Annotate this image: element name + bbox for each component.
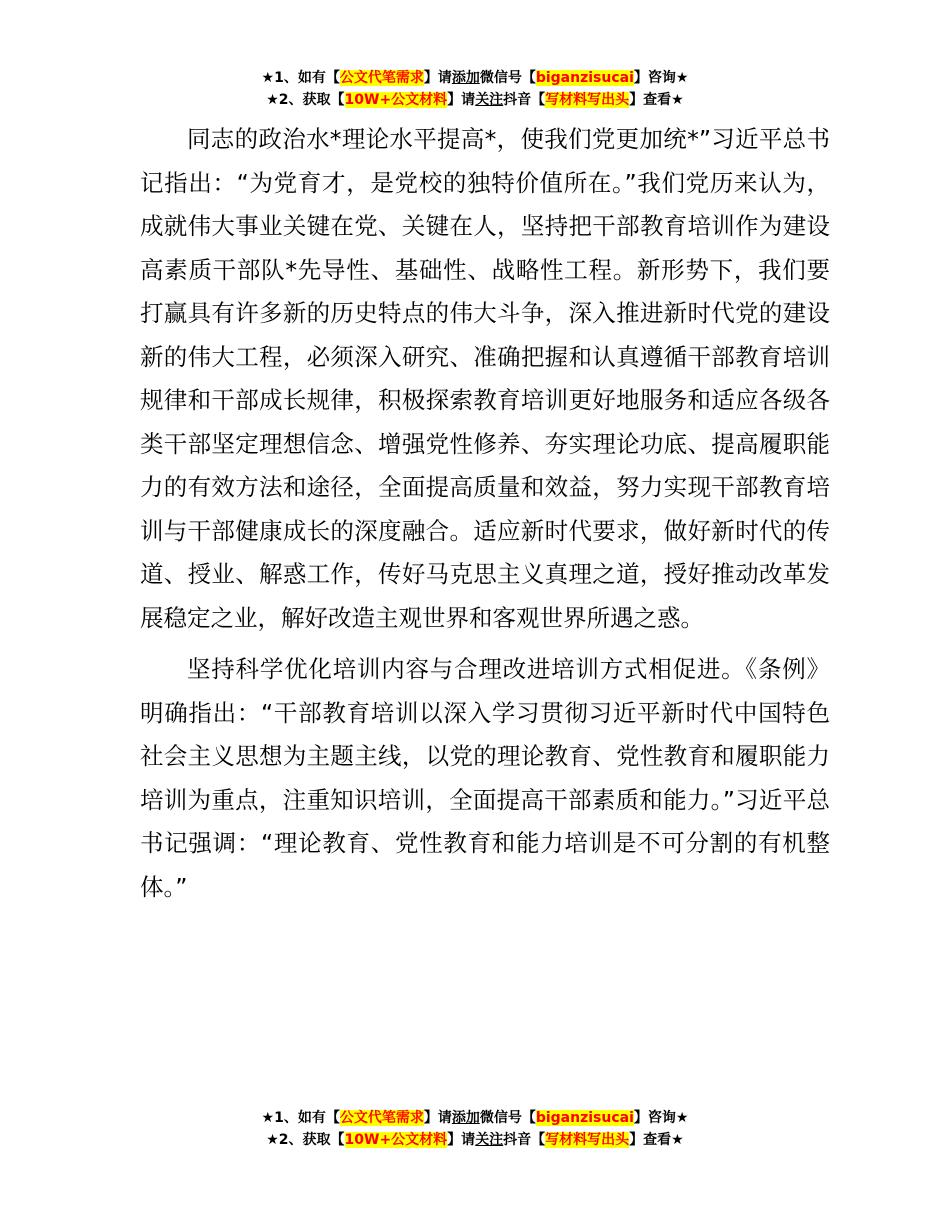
footer-banner (0, 1107, 950, 1151)
banner-text: 】请 (423, 1110, 452, 1126)
banner-highlight: 写材料写出头 (545, 1132, 630, 1148)
banner-highlight: 写材料写出头 (545, 92, 630, 108)
banner-emphasis: 关注 (475, 92, 504, 108)
banner-line-1 (0, 1107, 950, 1129)
banner-highlight: biganzisucai (535, 1110, 634, 1126)
header-banner (0, 67, 950, 111)
banner-text: 】查看★ (629, 1132, 684, 1148)
banner-text: ★2、获取【 (266, 92, 345, 108)
banner-emphasis: 添加 (451, 70, 480, 86)
banner-text: 】查看★ (629, 92, 684, 108)
banner-highlight: 公文代笔需求 (339, 70, 424, 86)
body-paragraph: 坚持科学优化培训内容与合理改进培训方式相促进。《条例》明确指出：“干部教育培训以深入学习贯彻习近平新时代中国特色社会主义思想为主题主线，以党的理论教育、党性教育和履职能力培训为重点，注重知识培训，全面提高干部素质和能力。”习近平总书记强调：“理论教育、党性教育和能力培训是不可分割的有机整体。” (140, 655, 830, 901)
banner-text: 】咨询★ (633, 1110, 689, 1126)
banner-text: 抖音【 (503, 92, 546, 108)
banner-text: 抖音【 (503, 1132, 546, 1148)
banner-highlight: 10W+公文材料 (344, 92, 448, 108)
banner-text: 】请 (447, 92, 476, 108)
body-paragraph: 同志的政治水*理论水平提高*，使我们党更加统*”习近平总书记指出：“为党育才，是党校的独特价值所在。”我们党历来认为，成就伟大事业关键在党、关键在人，坚持把干部教育培训作为建设高素质干部队*先导性、基础性、战略性工程。新形势下，我们要打赢具有许多新的历史特点的伟大斗争，深入推进新时代党的建设新的伟大工程，必须深入研究、准确把握和认真遵循干部教育培训规律和干部成长规律，积极探索教育培训更好地服务和适应各级各类干部坚定理想信念、增强党性修养、夯实理论功底、提高履职能力的有效方法和途径，全面提高质量和效益，努力实现干部教育培训与干部健康成长的深度融合。适应新时代要求，做好新时代的传道、授业、解惑工作，传好马克思主义真理之道，授好推动改革发展稳定之业，解好改造主观世界和客观世界所遇之惑。 (140, 125, 830, 632)
banner-line-1 (0, 67, 950, 89)
banner-text: 】咨询★ (633, 70, 689, 86)
banner-text: ★1、如有【 (261, 70, 340, 86)
banner-text: 微信号【 (479, 1110, 536, 1126)
banner-text: 微信号【 (479, 70, 536, 86)
banner-text: 】请 (447, 1132, 476, 1148)
banner-line-2 (0, 1129, 950, 1151)
banner-text: ★2、获取【 (266, 1132, 345, 1148)
banner-highlight: 公文代笔需求 (339, 1110, 424, 1126)
document-body (140, 118, 830, 909)
banner-text: ★1、如有【 (261, 1110, 340, 1126)
banner-emphasis: 添加 (451, 1110, 480, 1126)
banner-text: 】请 (423, 70, 452, 86)
banner-highlight: biganzisucai (535, 70, 634, 86)
banner-highlight: 10W+公文材料 (344, 1132, 448, 1148)
banner-emphasis: 关注 (475, 1132, 504, 1148)
banner-line-2 (0, 89, 950, 111)
